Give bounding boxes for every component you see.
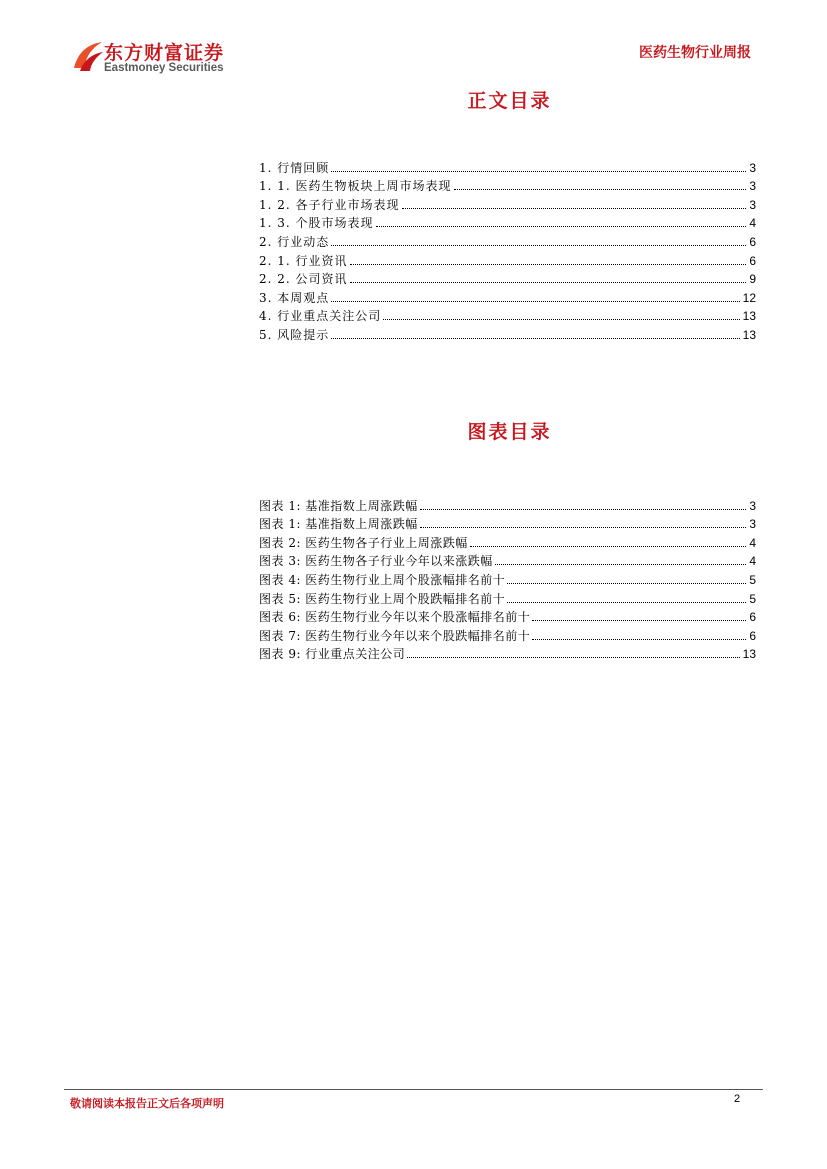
toc-entry-label: 图表 1: 基准指数上周涨跌幅: [259, 517, 418, 532]
toc-leader-dots: [331, 170, 746, 172]
toc-leader-dots: [331, 337, 739, 339]
toc-entry-label: 图表 1: 基准指数上周涨跌幅: [259, 498, 418, 513]
toc-entry-label: 2. 2. 公司资讯: [259, 272, 348, 287]
toc-entry-page: 4: [749, 216, 756, 231]
footer-divider: [64, 1089, 763, 1090]
toc-entry-label: 1. 3. 个股市场表现: [259, 216, 374, 231]
toc-entry-label: 5. 风险提示: [259, 327, 330, 342]
toc-entry-page: 13: [742, 309, 756, 324]
toc-entry[interactable]: [259, 587, 756, 606]
toc-figures-title: 图表目录: [467, 421, 552, 443]
toc-entry[interactable]: [259, 286, 756, 305]
footer-disclaimer: 敬请阅读本报告正文后各项声明: [70, 1097, 224, 1110]
toc-entry-page: 12: [742, 290, 756, 305]
toc-entry[interactable]: [259, 268, 756, 287]
toc-leader-dots: [331, 244, 746, 246]
toc-entry-page: 9: [749, 272, 756, 287]
company-logo: [70, 38, 250, 78]
toc-leader-dots: [420, 526, 747, 528]
toc-entry-label: 图表 9: 行业重点关注公司: [259, 647, 406, 662]
toc-entry-label: 1. 行情回顾: [259, 160, 330, 175]
toc-main-list: [259, 156, 756, 342]
toc-entry[interactable]: [259, 568, 756, 587]
toc-entry-label: 2. 1. 行业资讯: [259, 253, 348, 268]
report-title: 医药生物行业周报: [639, 45, 751, 61]
toc-entry[interactable]: [259, 643, 756, 662]
toc-entry[interactable]: [259, 606, 756, 625]
toc-entry-label: 图表 6: 医药生物行业今年以来个股涨幅排名前十: [259, 610, 531, 625]
toc-entry[interactable]: [259, 550, 756, 569]
toc-entry[interactable]: [259, 193, 756, 212]
toc-entry-page: 5: [749, 572, 756, 587]
toc-entry[interactable]: [259, 230, 756, 249]
toc-entry-label: 4. 行业重点关注公司: [259, 309, 382, 324]
toc-entry-label: 3. 本周观点: [259, 290, 330, 305]
page-number: 2: [734, 1093, 741, 1105]
toc-entry-page: 4: [749, 554, 756, 569]
toc-leader-dots: [331, 300, 739, 302]
toc-entry-label: 图表 5: 医药生物行业上周个股跌幅排名前十: [259, 591, 506, 606]
toc-entry-page: 3: [749, 517, 756, 532]
toc-entry-page: 3: [749, 179, 756, 194]
toc-entry-label: 图表 2: 医药生物各子行业上周涨跌幅: [259, 535, 468, 550]
toc-leader-dots: [350, 263, 747, 265]
toc-leader-dots: [532, 619, 746, 621]
toc-leader-dots: [495, 563, 747, 565]
toc-entry-page: 3: [749, 197, 756, 212]
toc-leader-dots: [383, 318, 739, 320]
toc-leader-dots: [376, 225, 747, 227]
toc-entry-page: 6: [749, 253, 756, 268]
toc-figures-list: [259, 494, 756, 661]
toc-entry-label: 图表 3: 医药生物各子行业今年以来涨跌幅: [259, 554, 493, 569]
toc-entry[interactable]: [259, 249, 756, 268]
toc-leader-dots: [507, 601, 746, 603]
logo-english-name: Eastmoney Securities: [104, 62, 224, 74]
toc-entry[interactable]: [259, 531, 756, 550]
toc-leader-dots: [402, 207, 747, 209]
toc-entry[interactable]: [259, 156, 756, 175]
toc-entry[interactable]: [259, 494, 756, 513]
toc-entry[interactable]: [259, 305, 756, 324]
toc-entry-page: 13: [742, 327, 756, 342]
toc-leader-dots: [470, 545, 747, 547]
toc-entry-page: 5: [749, 591, 756, 606]
toc-entry-label: 图表 4: 医药生物行业上周个股涨幅排名前十: [259, 572, 506, 587]
toc-entry-label: 2. 行业动态: [259, 234, 330, 249]
toc-main-title: 正文目录: [467, 90, 552, 112]
toc-leader-dots: [420, 508, 747, 510]
toc-entry[interactable]: [259, 175, 756, 194]
toc-leader-dots: [454, 188, 747, 190]
toc-leader-dots: [407, 656, 739, 658]
toc-entry-page: 13: [742, 647, 756, 662]
toc-entry-page: 6: [749, 628, 756, 643]
toc-entry-page: 3: [749, 160, 756, 175]
toc-entry[interactable]: [259, 513, 756, 532]
toc-leader-dots: [532, 638, 746, 640]
eastmoney-logo-icon: [70, 38, 106, 74]
toc-entry-page: 6: [749, 234, 756, 249]
toc-entry-label: 图表 7: 医药生物行业今年以来个股跌幅排名前十: [259, 628, 531, 643]
toc-entry[interactable]: [259, 323, 756, 342]
toc-entry[interactable]: [259, 212, 756, 231]
toc-entry-label: 1. 1. 医药生物板块上周市场表现: [259, 179, 452, 194]
toc-entry[interactable]: [259, 624, 756, 643]
toc-entry-label: 1. 2. 各子行业市场表现: [259, 197, 400, 212]
toc-entry-page: 3: [749, 498, 756, 513]
logo-chinese-name: 东方财富证券: [104, 42, 225, 64]
toc-leader-dots: [507, 582, 746, 584]
toc-entry-page: 4: [749, 535, 756, 550]
toc-entry-page: 6: [749, 610, 756, 625]
toc-leader-dots: [350, 281, 747, 283]
